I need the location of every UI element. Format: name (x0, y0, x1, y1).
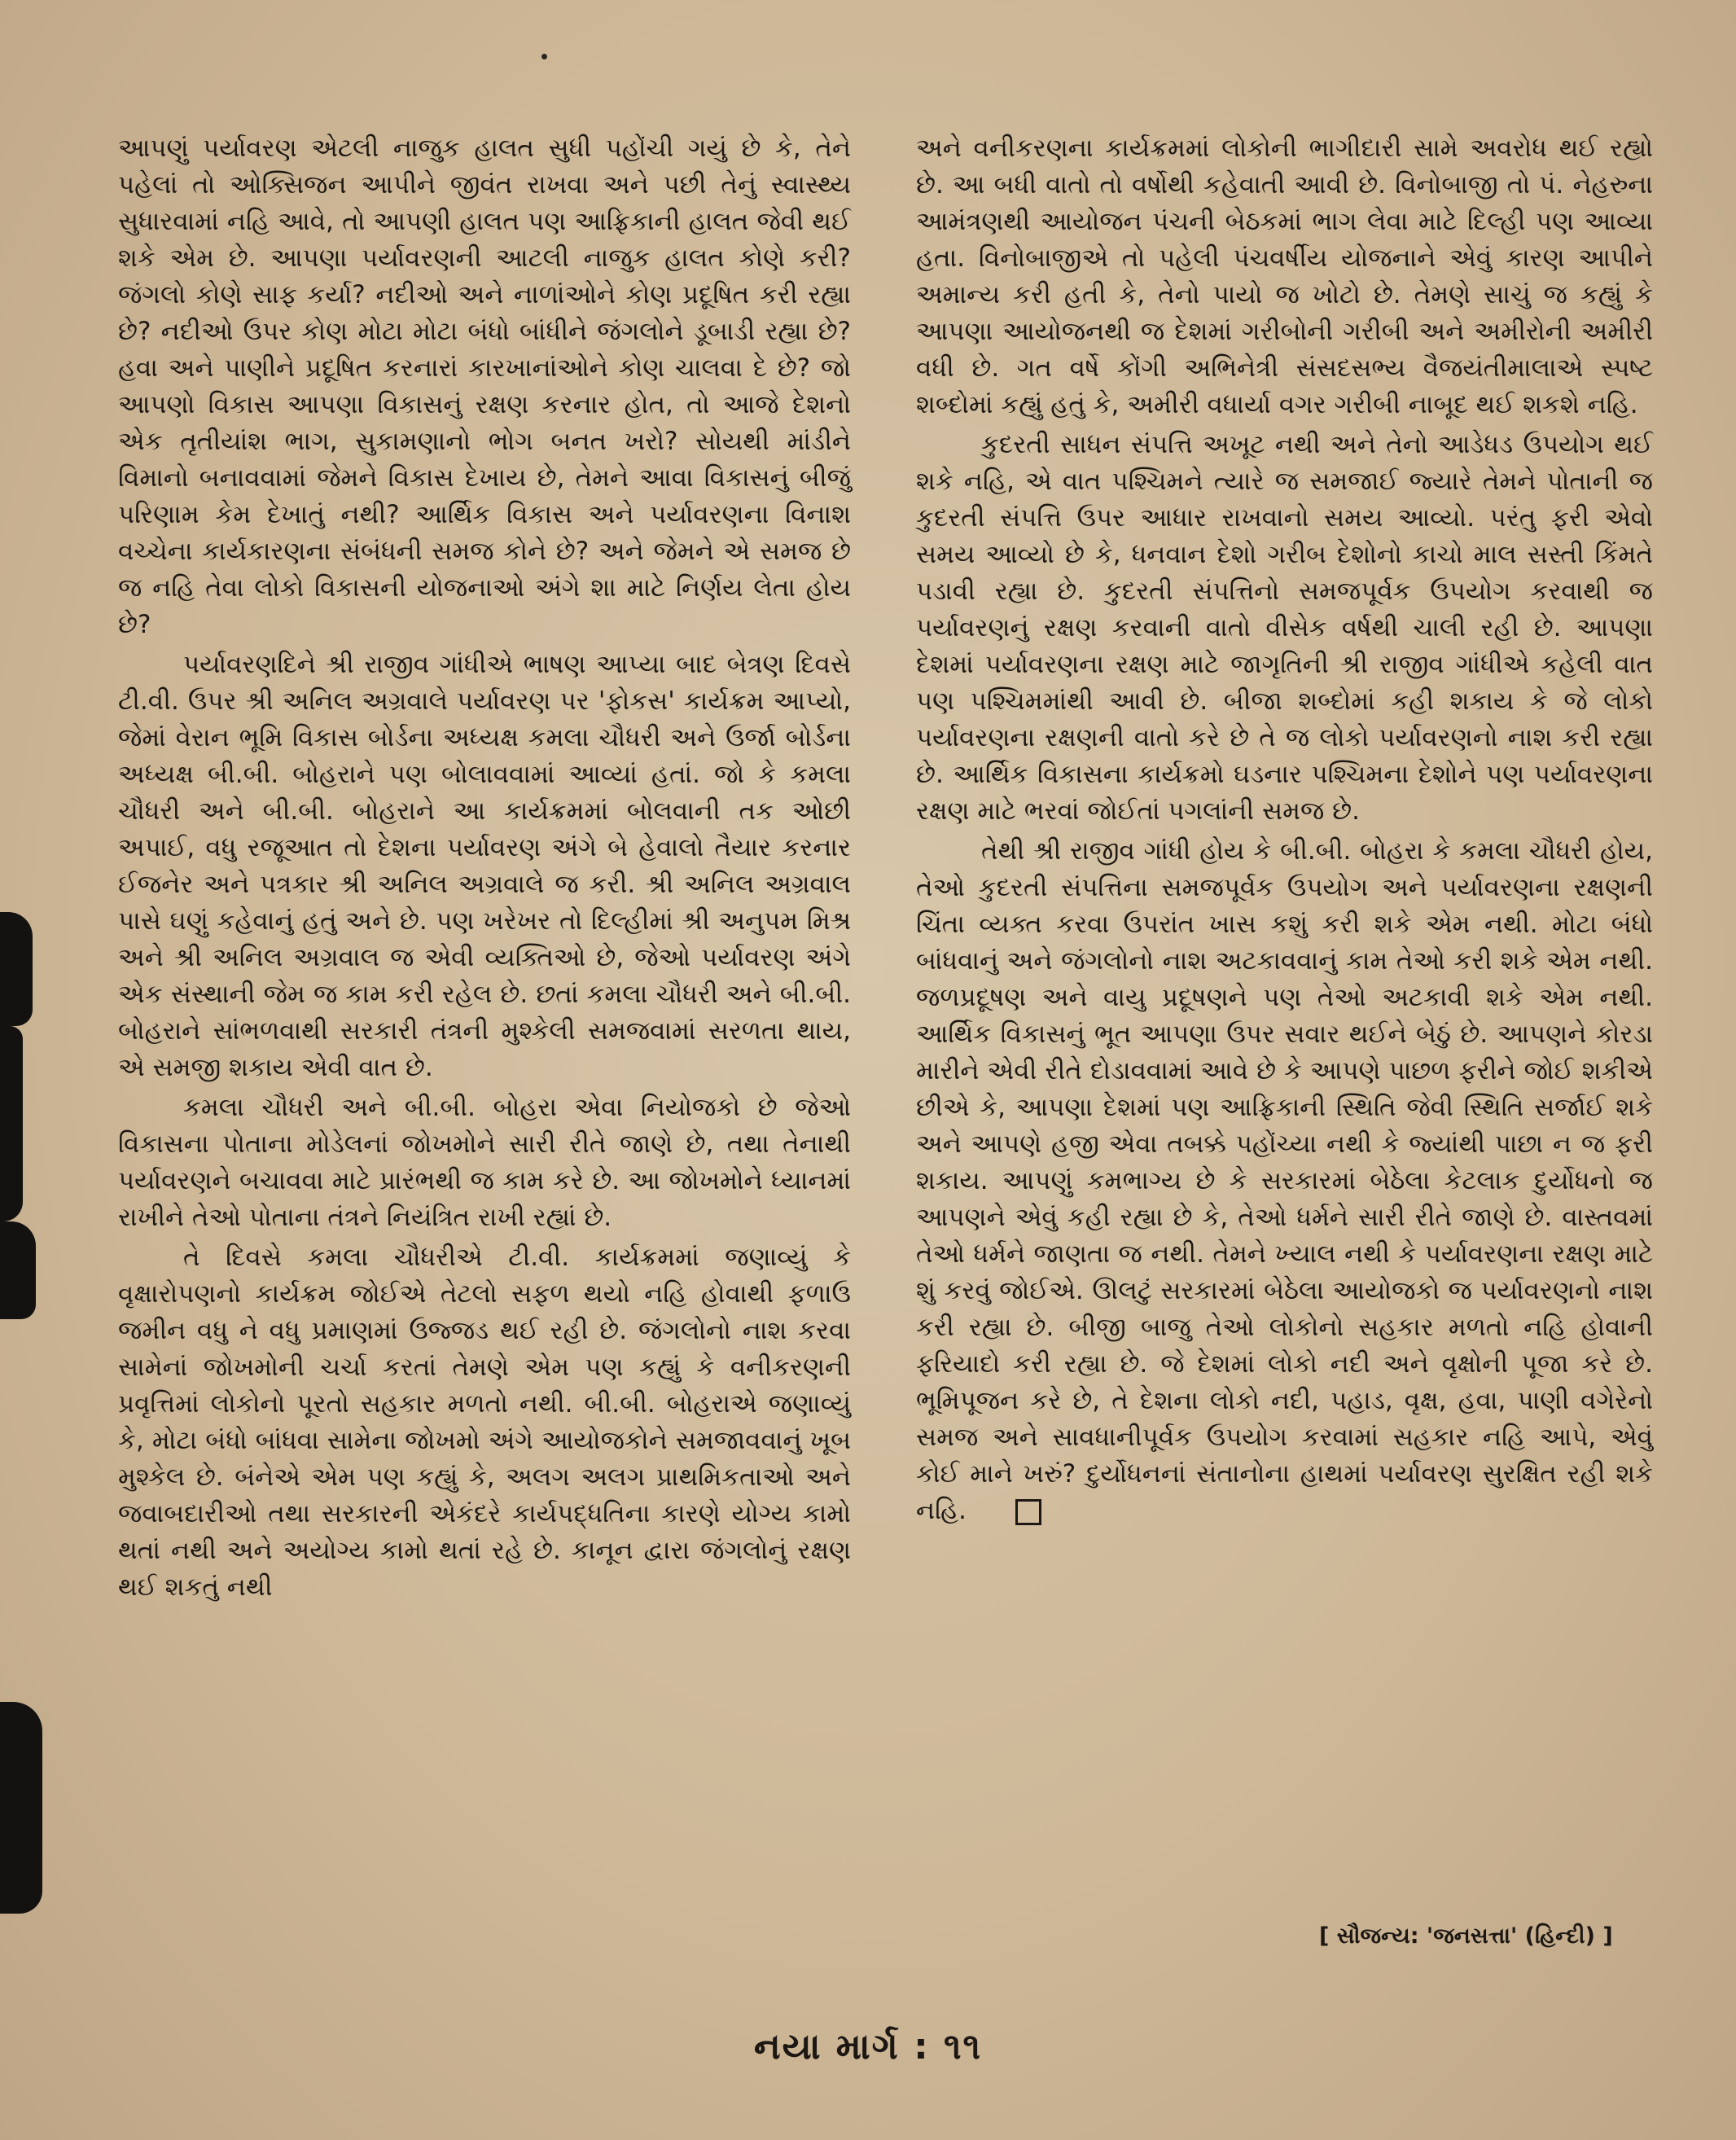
paragraph: તે દિવસે કમલા ચૌધરીએ ટી.વી. કાર્યક્રમમાં જણાવ્યું કે વૃક્ષારોપણનો કાર્યક્રમ જોઈએ તેટલો સફળ થયો નહિ હોવાથી ફળાઉ જમીન વધુ ને વધુ પ્રમાણમાં ઉજ્જડ થઈ રહી છે. જંગલોનો નાશ કરવા સામેનાં જોખમોની ચર્ચા કરતાં તેમણે એમ પણ કહ્યું કે વનીકરણની પ્રવૃત્તિમાં લોકોનો પૂરતો સહકાર મળતો નથી. બી.બી. બોહરાએ જણાવ્યું કે, મોટા બંધો બાંધવા સામેના જોખમો અંગે આયોજકોને સમજાવવાનું ખૂબ મુશ્કેલ છે. બંનેએ એમ પણ કહ્યું કે, અલગ અલગ પ્રાથમિકતાઓ અને જવાબદારીઓ તથા સરકારની એકંદરે કાર્યપદ્ધતિના કારણે યોગ્ય કામો થતાં નથી અને અયોગ્ય કામો થતાં રહે છે. કાનૂન દ્વારા જંગલોનું રક્ષણ થઈ શકતું નથી (118, 1243, 851, 1602)
paragraph-with-end-mark (916, 833, 1653, 1529)
paragraph: પર્યાવરણદિને શ્રી રાજીવ ગાંધીએ ભાષણ આપ્યા બાદ બેત્રણ દિવસે ટી.વી. ઉપર શ્રી અનિલ અગ્રવાલે પર્યાવરણ પર 'ફોકસ' કાર્યક્રમ આપ્યો, જેમાં વેરાન ભૂમિ વિકાસ બોર્ડના અધ્યક્ષ કમલા ચૌધરી અને ઉર્જા બોર્ડના અધ્યક્ષ બી.બી. બોહરાને પણ બોલાવવામાં આવ્યાં હતાં. જો કે કમલા ચૌધરી અને બી.બી. બોહરાને આ કાર્યક્રમમાં બોલવાની તક ઓછી અપાઈ, વધુ રજૂઆત તો દેશના પર્યાવરણ અંગે બે હેવાલો તૈયાર કરનાર ઈજનેર અને પત્રકાર શ્રી અનિલ અગ્રવાલે જ કરી. શ્રી અનિલ અગ્રવાલ પાસે ઘણું કહેવાનું હતું અને છે. પણ ખરેખર તો દિલ્હીમાં શ્રી અનુપમ મિશ્ર અને શ્રી અનિલ અગ્રવાલ જ એવી વ્યક્તિઓ છે, જેઓ પર્યાવરણ અંગે એક સંસ્થાની જેમ જ કામ કરી રહેલ છે. છતાં કમલા ચૌધરી અને બી.બી. બોહરાને સાંભળવાથી સરકારી તંત્રની મુશ્કેલી સમજવામાં સરળતા થાય, એ સમજી શકાય એવી વાત છે. (118, 650, 851, 1082)
paragraph: અને વનીકરણના કાર્યક્રમમાં લોકોની ભાગીદારી સામે અવરોધ થઈ રહ્યો છે. આ બધી વાતો તો વર્ષોથી કહેવાતી આવી છે. વિનોબાજી તો પં. નેહરુના આમંત્રણથી આયોજન પંચની બેઠકમાં ભાગ લેવા માટે દિલ્હી પણ આવ્યા હતા. વિનોબાજીએ તો પહેલી પંચવર્ષીય યોજનાને એવું કારણ આપીને અમાન્ય કરી હતી કે, તેનો પાયો જ ખોટો છે. તેમણે સાચું જ કહ્યું કે આપણા આયોજનથી જ દેશમાં ગરીબોની ગરીબી અને અમીરોની અમીરી વધી છે. ગત વર્ષે કોંગી અભિનેત્રી સંસદસભ્ય વૈજયંતીમાલાએ સ્પષ્ટ શબ્દોમાં કહ્યું હતું કે, અમીરી વધાર્યા વગર ગરીબી નાબૂદ થઈ શકશે નહિ. (916, 134, 1653, 419)
ink-dot (541, 54, 547, 59)
paragraph: કમલા ચૌધરી અને બી.બી. બોહરા એવા નિયોજકો છે જેઓ વિકાસના પોતાના મોડેલનાં જોખમોને સારી રીતે જાણે છે, તથા તેનાથી પર્યાવરણને બચાવવા માટે પ્રારંભથી જ કામ કરે છે. આ જોખમોને ધ્યાનમાં રાખીને તેઓ પોતાના તંત્રને નિયંત્રિત રાખી રહ્યાં છે. (118, 1093, 851, 1232)
left-column (118, 130, 851, 1609)
torn-page-edge (0, 1702, 42, 1914)
paragraph-text: તેથી શ્રી રાજીવ ગાંધી હોય કે બી.બી. બોહરા કે કમલા ચૌધરી હોય, તેઓ કુદરતી સંપત્તિના સમજપૂર્વક ઉપયોગ અને પર્યાવરણના રક્ષણની ચિંતા વ્યક્ત કરવા ઉપરાંત ખાસ કશું કરી શકે એમ નથી. મોટા બંધો બાંધવાનું અને જંગલોનો નાશ અટકાવવાનું કામ તેઓ કરી શકે એમ નથી. જળપ્રદૂષણ અને વાયુ પ્રદૂષણને પણ તેઓ અટકાવી શકે એમ નથી. આર્થિક વિકાસનું ભૂત આપણા ઉપર સવાર થઈને બેઠું છે. આપણને કોરડા મારીને એવી રીતે દોડાવવામાં આવે છે કે આપણે પાછળ ફરીને જોઈ શકીએ છીએ કે, આપણા દેશમાં પણ આફ્રિકાની સ્થિતિ જેવી સ્થિતિ સર્જાઈ શકે અને આપણે હજી એવા તબક્કે પહોંચ્યા નથી કે જ્યાંથી પાછા ન જ ફરી શકાય. આપણું કમભાગ્ય છે કે સરકારમાં બેઠેલા કેટલાક દુર્યોધનો જ આપણને એવું કહી રહ્યા છે કે, તેઓ ધર્મને સારી રીતે જાણે છે. વાસ્તવમાં તેઓ ધર્મને જાણતા જ નથી. તેમને ખ્યાલ નથી કે પર્યાવરણના રક્ષણ માટે શું કરવું જોઈએ. ઊલટું સરકારમાં બેઠેલા આયોજકો જ પર્યાવરણનો નાશ કરી રહ્યા છે. બીજી બાજુ તેઓ લોકોનો સહકાર મળતો નહિ હોવાની ફરિયાદો કરી રહ્યા છે. જે દેશમાં લોકો નદી અને વૃક્ષોની પૂજા કરે છે. ભૂમિપૂજન કરે છે, તે દેશના લોકો નદી, પહાડ, વૃક્ષ, હવા, પાણી વગેરેનો સમજ અને સાવધાનીપૂર્વક ઉપયોગ કરવામાં સહકાર નહિ આપે, એવું કોઈ માને ખરું? દુર્યોધનનાં સંતાનોના હાથમાં પર્યાવરણ સુરક્ષિત રહી શકે નહિ. (916, 836, 1653, 1525)
torn-page-edge (0, 912, 33, 1026)
end-square-icon (1015, 1499, 1041, 1525)
page-footer: નયા માર્ગ : ૧૧ (753, 2026, 983, 2068)
torn-page-edge (0, 1221, 36, 1319)
paragraph: આપણું પર્યાવરણ એટલી નાજુક હાલત સુધી પહોંચી ગયું છે કે, તેને પહેલાં તો ઓક્સિજન આપીને જીવંત રાખવા અને પછી તેનું સ્વાસ્થ્ય સુધારવામાં નહિ આવે, તો આપણી હાલત પણ આફ્રિકાની હાલત જેવી થઈ શકે એમ છે. આપણા પર્યાવરણની આટલી નાજુક હાલત કોણે કરી? જંગલો કોણે સાફ કર્યા? નદીઓ અને નાળાંઓને કોણ પ્રદૂષિત કરી રહ્યા છે? નદીઓ ઉપર કોણ મોટા મોટા બંધો બાંધીને જંગલોને ડૂબાડી રહ્યા છે? હવા અને પાણીને પ્રદૂષિત કરનારાં કારખાનાંઓને કોણ ચાલવા દે છે? જો આપણો વિકાસ આપણા વિકાસનું રક્ષણ કરનાર હોત, તો આજે દેશનો એક તૃતીયાંશ ભાગ, સુકામણાનો ભોગ બનત ખરો? સોયથી માંડીને વિમાનો બનાવવામાં જેમને વિકાસ દેખાય છે, તેમને આવા વિકાસનું બીજું પરિણામ કેમ દેખાતું નથી? આર્થિક વિકાસ અને પર્યાવરણના વિનાશ વચ્ચેના કાર્યકારણના સંબંધની સમજ કોને છે? અને જેમને એ સમજ છે જ નહિ તેવા લોકો વિકાસની યોજનાઓ અંગે શા માટે નિર્ણય લેતા હોય છે? (118, 134, 851, 639)
right-column (916, 130, 1653, 1533)
source-credit: [ સૌજન્ય: 'જનસત્તા' (હિન્દી) ] (1319, 1923, 1613, 1949)
torn-page-edge (0, 1026, 23, 1221)
paragraph: કુદરતી સાધન સંપત્તિ અખૂટ નથી અને તેનો આડેધડ ઉપયોગ થઈ શકે નહિ, એ વાત પશ્ચિમને ત્યારે જ સમજાઈ જ્યારે તેમને પોતાની જ કુદરતી સંપત્તિ ઉપર આધાર રાખવાનો સમય આવ્યો. પરંતુ ફરી એવો સમય આવ્યો છે કે, ધનવાન દેશો ગરીબ દેશોનો કાચો માલ સસ્તી કિંમતે પડાવી રહ્યા છે. કુદરતી સંપત્તિનો સમજપૂર્વક ઉપયોગ કરવાથી જ પર્યાવરણનું રક્ષણ કરવાની વાતો વીસેક વર્ષથી ચાલી રહી છે. આપણા દેશમાં પર્યાવરણના રક્ષણ માટે જાગૃતિની શ્રી રાજીવ ગાંધીએ કહેલી વાત પણ પશ્ચિમમાંથી આવી છે. બીજા શબ્દોમાં કહી શકાય કે જે લોકો પર્યાવરણના રક્ષણની વાતો કરે છે તે જ લોકો પર્યાવરણનો નાશ કરી રહ્યા છે. આર્થિક વિકાસના કાર્યક્રમો ઘડનાર પશ્ચિમના દેશોને પણ પર્યાવરણના રક્ષણ માટે ભરવાં જોઈતાં પગલાંની સમજ છે. (916, 430, 1653, 826)
